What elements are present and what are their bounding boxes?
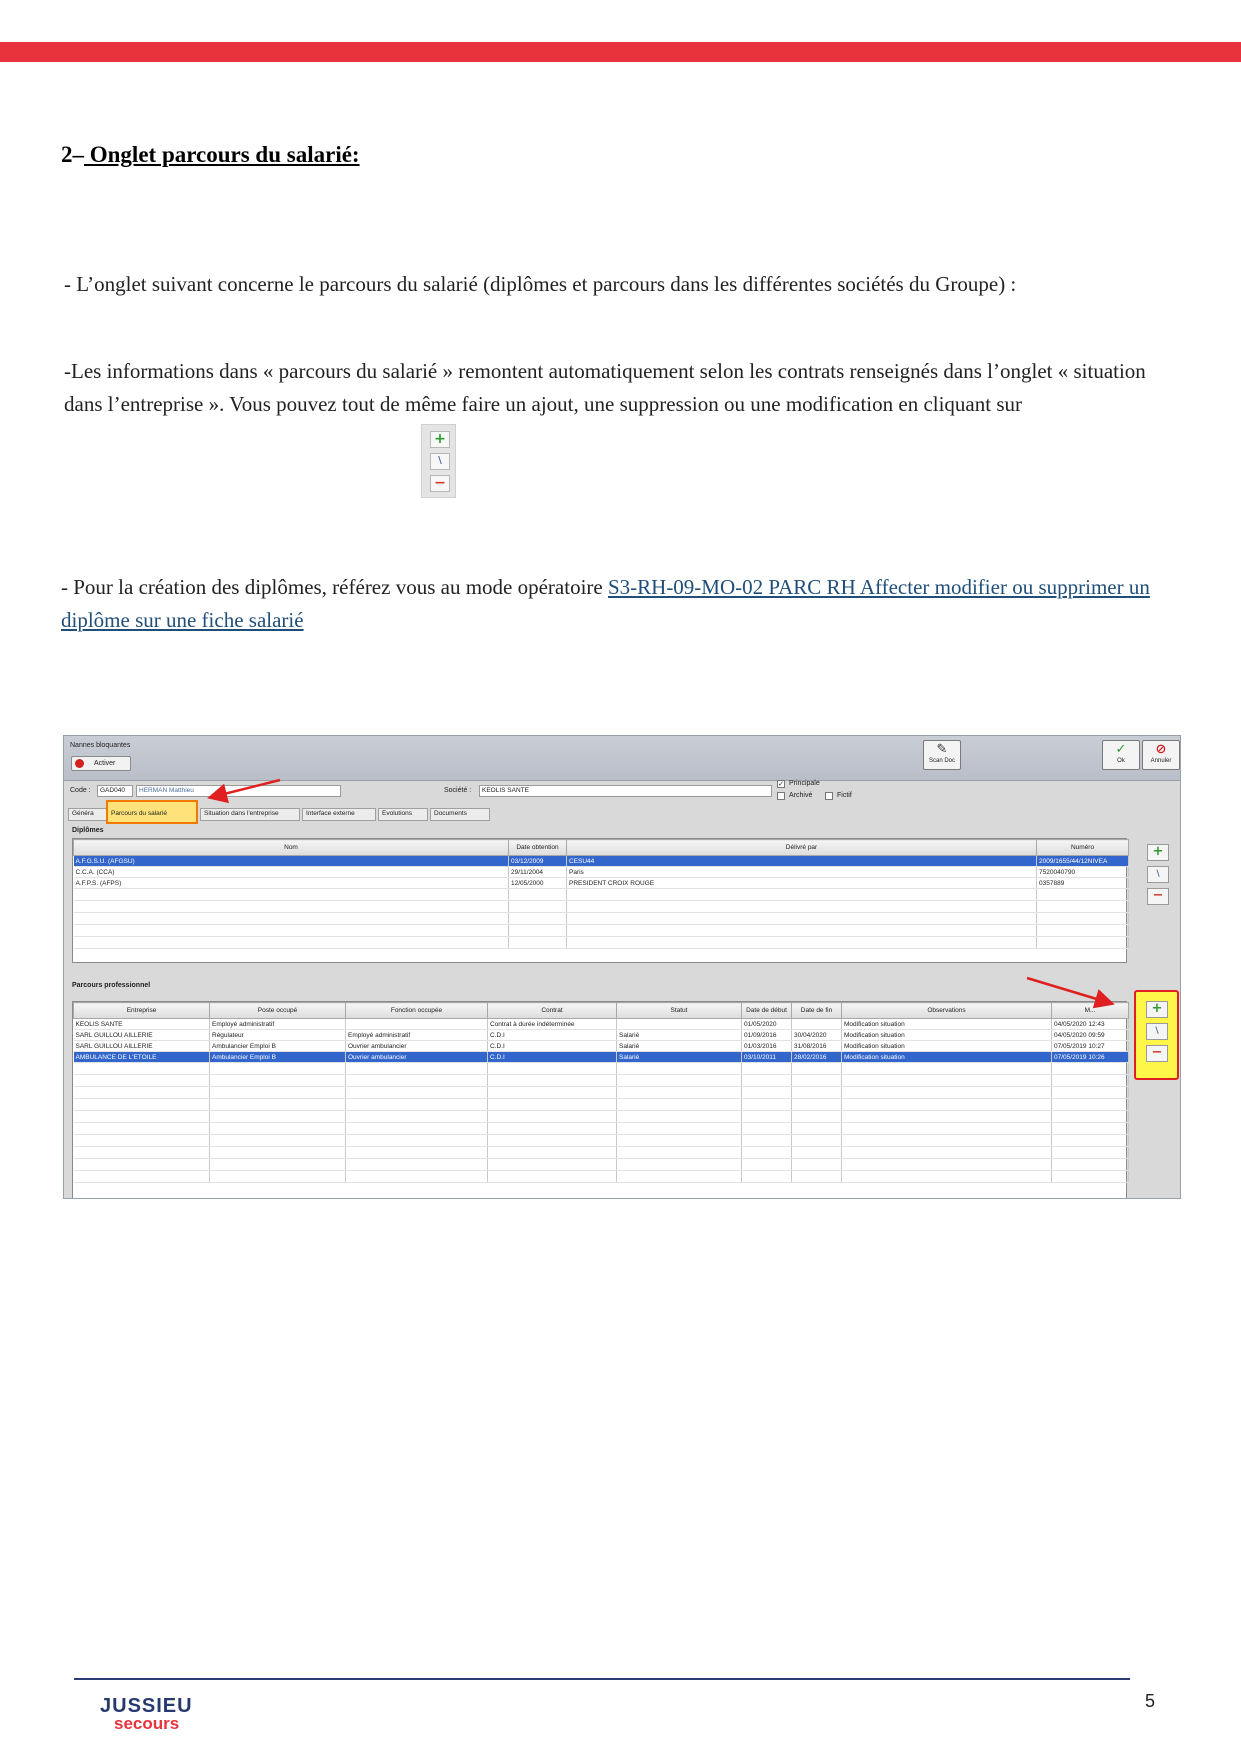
cell: Salarié bbox=[617, 1030, 742, 1041]
inline-action-buttons bbox=[421, 424, 456, 498]
info-paragraph: -Les informations dans « parcours du salarié » remontent automatiquement selon les contrats renseignés dans l’onglet « situation dans l’entreprise ». Vous pouvez tout de même faire un ajout, une suppression ou une modification en cliquant sur bbox=[64, 359, 1146, 416]
remove-icon: − bbox=[430, 475, 450, 492]
diplomas-header-nom[interactable]: Nom bbox=[74, 840, 509, 856]
table-row bbox=[74, 1123, 1129, 1135]
company-select[interactable]: KEOLIS SANTE bbox=[479, 785, 772, 797]
table-row bbox=[74, 1087, 1129, 1099]
table-row bbox=[74, 901, 1129, 913]
diploma-add-button[interactable]: + bbox=[1147, 844, 1169, 861]
cell: Employé administratif bbox=[346, 1030, 488, 1041]
career-add-button[interactable]: + bbox=[1146, 1001, 1168, 1018]
table-row bbox=[74, 913, 1129, 925]
cell: Modification situation bbox=[842, 1052, 1052, 1063]
diploma-paragraph-text: - Pour la création des diplômes, référez vous au mode opératoire bbox=[61, 575, 608, 599]
cell: 07/05/2019 10:27 bbox=[1052, 1041, 1129, 1052]
cell: A.F.G.S.U. (AFGSU) bbox=[74, 856, 509, 867]
career-header-observations[interactable]: Observations bbox=[842, 1003, 1052, 1019]
principale-label: Principale bbox=[789, 780, 820, 787]
fictif-label: Fictif bbox=[837, 792, 852, 799]
tab-evolutions[interactable]: Evolutions bbox=[378, 808, 428, 821]
cell: A.F.P.S. (AFPS) bbox=[74, 878, 509, 889]
screenshot-toolbar bbox=[64, 736, 1180, 781]
cell: Modification situation bbox=[842, 1019, 1052, 1030]
heading-title: Onglet parcours du salarié: bbox=[84, 142, 360, 167]
add-icon: + bbox=[430, 431, 450, 448]
cell: Ambulancier Emploi B bbox=[210, 1041, 346, 1052]
cell bbox=[617, 1019, 742, 1030]
cell: Régulateur bbox=[210, 1030, 346, 1041]
career-header-modif[interactable]: M... bbox=[1052, 1003, 1129, 1019]
scan-doc-label: Scan Doc bbox=[928, 758, 955, 764]
cell: C.D.I bbox=[488, 1041, 617, 1052]
intro-paragraph: - L’onglet suivant concerne le parcours du salarié (diplômes et parcours dans les différentes sociétés du Groupe) : bbox=[64, 272, 1017, 296]
career-header-contrat[interactable]: Contrat bbox=[488, 1003, 617, 1019]
cancel-button[interactable] bbox=[1142, 740, 1180, 770]
table-row bbox=[74, 1159, 1129, 1171]
tab-parcours-salarie[interactable]: Parcours du salarié bbox=[106, 800, 198, 824]
cell: 03/12/2009 bbox=[509, 856, 567, 867]
cell: KEOLIS SANTE bbox=[74, 1019, 210, 1030]
table-row bbox=[74, 1099, 1129, 1111]
table-row[interactable] bbox=[74, 1041, 1129, 1052]
career-header-date-fin[interactable]: Date de fin bbox=[792, 1003, 842, 1019]
career-header-statut[interactable]: Statut bbox=[617, 1003, 742, 1019]
cancel-icon: ⊘ bbox=[1155, 742, 1167, 757]
logo-line2: secours bbox=[114, 1714, 180, 1733]
scan-doc-button[interactable] bbox=[923, 740, 961, 770]
cell: 7520040790 bbox=[1037, 867, 1129, 878]
table-row bbox=[74, 1075, 1129, 1087]
career-header-fonction[interactable]: Fonction occupée bbox=[346, 1003, 488, 1019]
cell: Modification situation bbox=[842, 1030, 1052, 1041]
table-row bbox=[74, 925, 1129, 937]
cell: Ouvrier ambulancier bbox=[346, 1052, 488, 1063]
cell: PRESIDENT CROIX ROUGE bbox=[567, 878, 1037, 889]
cell: Modification situation bbox=[842, 1041, 1052, 1052]
cell bbox=[346, 1019, 488, 1030]
heading-number: 2– bbox=[61, 142, 84, 167]
tab-documents[interactable]: Documents bbox=[430, 808, 490, 821]
diplomas-header-delivre[interactable]: Délivré par bbox=[567, 840, 1037, 856]
table-row[interactable] bbox=[74, 867, 1129, 878]
cell: 12/05/2000 bbox=[509, 878, 567, 889]
logo-line1: JUSSIEU bbox=[100, 1695, 193, 1717]
footer-rule bbox=[74, 1678, 1130, 1680]
table-row bbox=[74, 1111, 1129, 1123]
diplomas-header-date[interactable]: Date obtention bbox=[509, 840, 567, 856]
cell: 28/02/2016 bbox=[792, 1052, 842, 1063]
name-field[interactable]: HERMAN Matthieu bbox=[136, 785, 341, 797]
cell: 29/11/2004 bbox=[509, 867, 567, 878]
cell: C.C.A. (CCA) bbox=[74, 867, 509, 878]
cancel-label: Annuler bbox=[1150, 758, 1172, 764]
career-section-title: Parcours professionnel bbox=[72, 982, 151, 989]
cell: SARL GUILLOU AILLERIE bbox=[74, 1041, 210, 1052]
activate-label: Activer bbox=[94, 760, 116, 767]
cell: 0357889 bbox=[1037, 878, 1129, 889]
cell: C.D.I bbox=[488, 1030, 617, 1041]
table-row[interactable] bbox=[74, 878, 1129, 889]
table-row bbox=[74, 1171, 1129, 1183]
code-field[interactable]: GAD040 bbox=[97, 785, 133, 797]
diplomas-section-title: Diplômes bbox=[72, 827, 104, 834]
scanner-icon: ✎ bbox=[936, 742, 948, 757]
table-row[interactable] bbox=[74, 856, 1129, 867]
cell: Salarié bbox=[617, 1052, 742, 1063]
cell: Paris bbox=[567, 867, 1037, 878]
edit-icon: \ bbox=[430, 453, 450, 470]
cell: Employé administratif bbox=[210, 1019, 346, 1030]
tab-situation-entreprise[interactable]: Situation dans l'entreprise bbox=[200, 808, 300, 821]
diploma-edit-button[interactable]: \ bbox=[1147, 866, 1169, 883]
cell: 03/10/2011 bbox=[742, 1052, 792, 1063]
cell: 31/08/2016 bbox=[792, 1041, 842, 1052]
ok-label: Ok bbox=[1117, 758, 1125, 764]
cell bbox=[792, 1019, 842, 1030]
cell: 01/09/2016 bbox=[742, 1030, 792, 1041]
fictif-checkbox[interactable] bbox=[825, 792, 833, 800]
archive-label: Archivé bbox=[789, 792, 813, 799]
table-row bbox=[74, 1147, 1129, 1159]
career-remove-button[interactable]: − bbox=[1146, 1045, 1168, 1062]
career-grid bbox=[72, 1001, 1127, 1199]
top-red-band bbox=[0, 42, 1241, 62]
archive-checkbox[interactable] bbox=[777, 792, 785, 800]
cell: 04/05/2020 09:59 bbox=[1052, 1030, 1129, 1041]
blocking-names-label: Nannes bloquantes bbox=[70, 742, 131, 749]
cell: C.D.I bbox=[488, 1052, 617, 1063]
code-label: Code : bbox=[70, 787, 91, 794]
table-row[interactable] bbox=[74, 1030, 1129, 1041]
career-header-date-debut[interactable]: Date de début bbox=[742, 1003, 792, 1019]
diplomas-header-numero[interactable]: Numéro bbox=[1037, 840, 1129, 856]
career-header-entreprise[interactable]: Entreprise bbox=[74, 1003, 210, 1019]
cell: AMBULANCE DE L'ETOILE bbox=[74, 1052, 210, 1063]
tab-general[interactable]: Généra bbox=[68, 808, 108, 821]
page-number: 5 bbox=[1145, 1691, 1156, 1711]
cell: SARL GUILLOU AILLERIE bbox=[74, 1030, 210, 1041]
alert-icon bbox=[75, 759, 84, 768]
activate-button[interactable] bbox=[71, 756, 131, 771]
cell: Ouvrier ambulancier bbox=[346, 1041, 488, 1052]
diploma-remove-button[interactable]: − bbox=[1147, 888, 1169, 905]
cell: CESU44 bbox=[567, 856, 1037, 867]
career-header-poste[interactable]: Poste occupé bbox=[210, 1003, 346, 1019]
application-screenshot bbox=[63, 735, 1181, 1199]
cell: 04/05/2020 12:43 bbox=[1052, 1019, 1129, 1030]
ok-button[interactable] bbox=[1102, 740, 1140, 770]
table-row bbox=[74, 1135, 1129, 1147]
diplomas-grid bbox=[72, 838, 1127, 963]
table-row[interactable] bbox=[74, 1052, 1129, 1063]
cell: 30/04/2020 bbox=[792, 1030, 842, 1041]
table-row[interactable] bbox=[74, 1019, 1129, 1030]
cell: Contrat à durée indéterminée bbox=[488, 1019, 617, 1030]
section-heading bbox=[61, 142, 360, 168]
highlighted-action-buttons bbox=[1134, 990, 1179, 1080]
tab-interface-externe[interactable]: Interface externe bbox=[302, 808, 376, 821]
cell: Salarié bbox=[617, 1041, 742, 1052]
table-row bbox=[74, 1063, 1129, 1075]
cell: 01/05/2020 bbox=[742, 1019, 792, 1030]
diploma-paragraph bbox=[61, 571, 1181, 637]
cell: 07/05/2019 10:26 bbox=[1052, 1052, 1129, 1063]
table-row bbox=[74, 937, 1129, 949]
principale-checkbox[interactable]: ✓ bbox=[778, 781, 784, 788]
check-icon: ✓ bbox=[1115, 742, 1127, 757]
procedure-link[interactable]: S3-RH-09-MO-02 PARC RH Affecter modifier ou supprimer un diplôme sur une fiche salarié bbox=[61, 575, 1150, 632]
cell: 2009/1655/44/12NIVEA bbox=[1037, 856, 1129, 867]
cell: Ambulancier Emploi B bbox=[210, 1052, 346, 1063]
table-row bbox=[74, 889, 1129, 901]
company-logo bbox=[100, 1697, 193, 1733]
cell: 01/03/2016 bbox=[742, 1041, 792, 1052]
career-edit-button[interactable]: \ bbox=[1146, 1023, 1168, 1040]
company-label: Société : bbox=[444, 787, 472, 794]
